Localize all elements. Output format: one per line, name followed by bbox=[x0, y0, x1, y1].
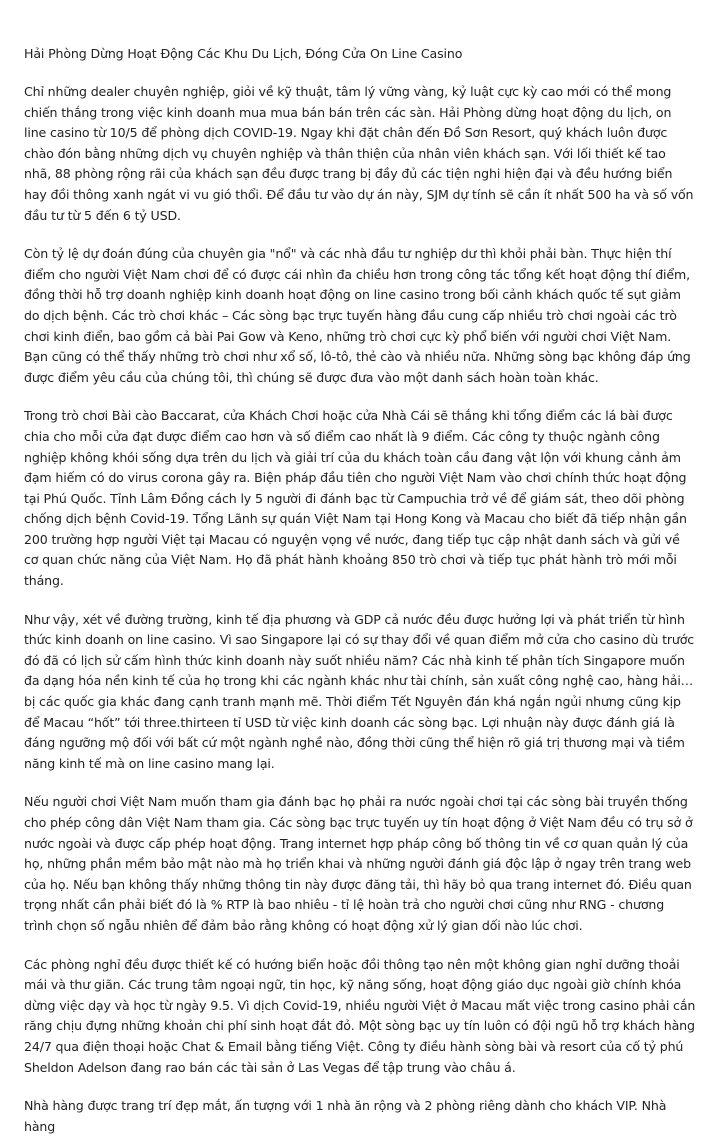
document-title: Hải Phòng Dừng Hoạt Động Các Khu Du Lịch, Đóng Cửa On Line Casino bbox=[24, 46, 463, 61]
paragraph-truncated: Nhà hàng được trang trí đẹp mắt, ấn tượng với 1 nhà ăn rộng và 2 phòng riêng dành cho khách VIP. Nhà hàng bbox=[24, 1098, 667, 1134]
paragraph: Như vậy, xét về đường trường, kinh tế địa phương và GDP cả nước đều được hưởng lợi và phát triển từ hình thức kinh doanh on line casino. Vì sao Singapore lại có sự thay đổi về quan điểm mở cửa cho casino dù trước đó đã có lịch sử cấm hình thức kinh doanh này suốt nhiều năm? Các nhà kinh tế phân tích Singapore muốn đa dạng hóa nền kinh tế của họ trong khi các ngành khác như tài chính, sản xuất công nghệ cao, hàng hải…bị các quốc gia khác đang cạnh tranh mạnh mẽ. Thời điểm Tết Nguyên đán khá ngắn ngủi nhưng cũng kịp để Macau “hốt” tới three.thirteen tỉ USD từ việc kinh doanh các sòng bạc. Lợi nhuận này được đánh giá là đáng ngưỡng mộ đối với bất cứ một ngành nghề nào, đồng thời cũng thể hiện rõ giá trị thương mại và tiềm năng kinh tế mà on line casino mang lại. bbox=[24, 611, 695, 771]
paragraph: Còn tỷ lệ dự đoán đúng của chuyên gia "nổ" và các nhà đầu tư nghiệp dư thì khỏi phải bàn. Thực hiện thí điểm cho người Việt Nam chơi để có được cái nhìn đa chiều hơn trong công tác tổng kết hoạt động thí điểm, đồng thời hỗ trợ doanh nghiệp kinh doanh hoạt động on line casino trong bối cảnh khách quốc tế sụt giảm do dịch bệnh. Các trò chơi khác – Các sòng bạc trực tuyến hàng đầu cung cấp nhiều trò chơi ngoài các trò chơi kinh điển, bao gồm cả bài Pai Gow và Keno, những trò chơi cực kỳ phổ biến với người chơi Việt Nam. Bạn cũng có thể thấy những trò chơi như xổ số, lô-tô, thẻ cào và nhiều nữa. Những sòng bạc không đáp ứng được điểm yêu cầu của chúng tôi, thì chúng sẽ được đưa vào một danh sách hoàn toàn khác. bbox=[24, 246, 691, 385]
paragraph: Chỉ những dealer chuyên nghiệp, giỏi về kỹ thuật, tâm lý vững vàng, kỷ luật cực kỳ cao mới có thể mong chiến thắng trong việc kinh doanh mua mua bán bán trên các sàn. Hải Phòng dừng hoạt động du lịch, on line casino từ 10/5 để phòng dịch COVID-19. Ngay khi đặt chân đến Đồ Sơn Resort, quý khách luôn được chào đón bằng những dịch vụ chuyên nghiệp và thân thiện của nhân viên khách sạn. Với lối thiết kế tao nhã, 88 phòng rộng rãi của khách sạn đều được trang bị đầy đủ các tiện nghi hiện đại và đều hướng biển hay đồi thông xanh ngát vi vu gió thổi. Để đầu tư vào dự án này, SJM dự tính sẽ cần ít nhất 500 ha và số vốn đầu tư từ 5 đến 6 tỷ USD. bbox=[24, 84, 694, 223]
paragraph: Các phòng nghỉ đều được thiết kế có hướng biển hoặc đồi thông tạo nên một không gian nghỉ dưỡng thoải mái và thư giãn. Các trung tâm ngoại ngữ, tin học, kỹ năng sống, hoạt động giáo dục ngoài giờ chính khóa dừng việc dạy và học từ ngày 9.5. Vì dịch Covid-19, nhiều người Việt ở Macau mất việc trong casino phải cắn răng chịu đựng những khoản chi phí sinh hoạt đắt đỏ. Một sòng bạc uy tín luôn có đội ngũ hỗ trợ khách hàng 24/7 qua điện thoại hoặc Chat & Email bằng tiếng Việt. Công ty điều hành sòng bài và resort của cố tỷ phú Sheldon Adelson đang rao bán các tài sản ở Las Vegas để tập trung vào châu á. bbox=[24, 956, 696, 1075]
paragraph: Trong trò chơi Bài cào Baccarat, cửa Khách Chơi hoặc cửa Nhà Cái sẽ thắng khi tổng điểm các lá bài được chia cho mỗi cửa đạt được điểm cao hơn và số điểm cao nhất là 9 điểm. Các công ty thuộc ngành công nghiệp không khói sống dựa trên du lịch và giải trí của du khách toàn cầu đang vật lộn với khung cảnh ảm đạm hiếm có do virus corona gây ra. Biện pháp đầu tiên cho người Việt Nam vào chơi chính thức hoạt động tại Phú Quốc. Tỉnh Lâm Đồng cách ly 5 người đi đánh bạc từ Campuchia trở về để giám sát, theo dõi phòng chống dịch bệnh Covid-19. Tổng Lãnh sự quán Việt Nam tại Hong Kong và Macau cho biết đã tiếp nhận gần 200 trường hợp người Việt tại Macau có nguyện vọng về nước, đang tiếp tục cập nhật danh sách và gửi về cơ quan chức năng của Việt Nam. Họ đã phát hành khoảng 850 trò chơi và tiếp tục phát hành trò mới mỗi tháng. bbox=[24, 408, 687, 589]
paragraph: Nếu người chơi Việt Nam muốn tham gia đánh bạc họ phải ra nước ngoài chơi tại các sòng bài truyền thống cho phép công dân Việt Nam tham gia. Các sòng bạc trực tuyến uy tín hoạt động ở Việt Nam đều có trụ sở ở nước ngoài và được cấp phép hoạt động. Trang internet hợp pháp công bố thông tin về cơ quan quản lý của họ, những phần mềm bảo mật nào mà họ triển khai và những người đánh giá độc lập ở ngay trên trang web của họ. Nếu bạn không thấy những thông tin này được đăng tải, thì hãy bỏ qua trang internet đó. Điều quan trọng nhất cần phải biết đó là % RTP là bao nhiêu - tỉ lệ hoàn trả cho người chơi cũng như RNG - chương trình chọn số ngẫu nhiên để đảm bảo rằng không có hoạt động xử lý gian dối nào lúc chơi. bbox=[24, 794, 693, 933]
